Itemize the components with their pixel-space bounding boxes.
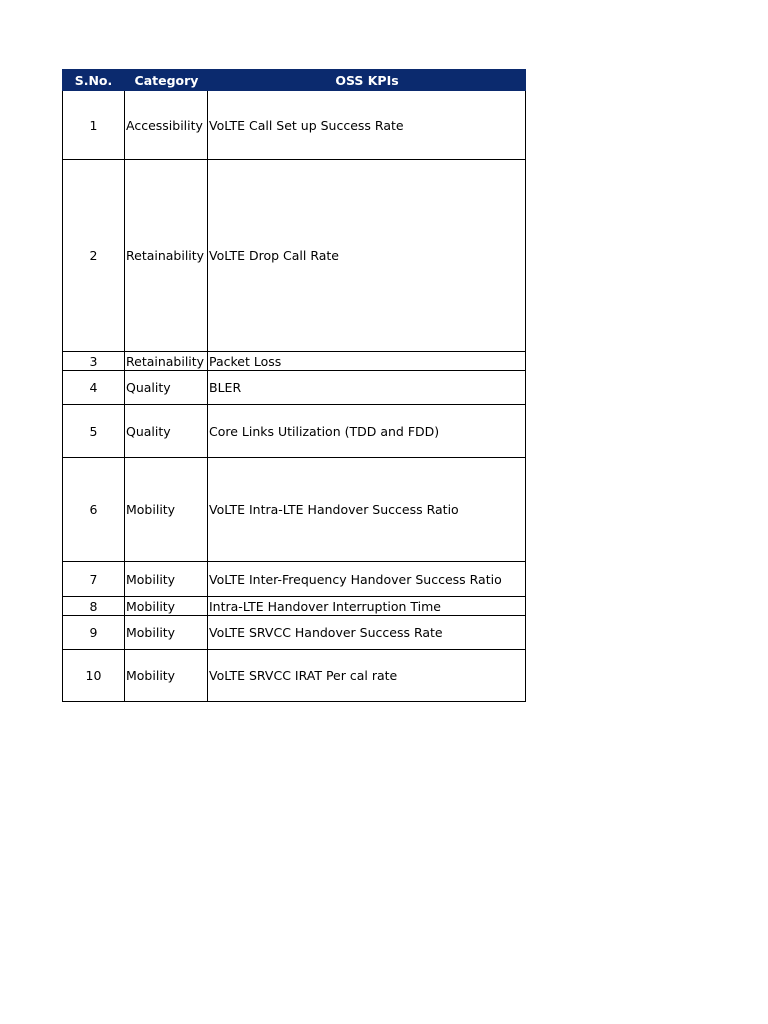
table-row: [63, 650, 526, 702]
table-row: [63, 405, 526, 458]
header-category: Category: [125, 70, 208, 91]
row-sno: 7: [63, 562, 125, 597]
row-category: Mobility: [125, 562, 208, 597]
row-category: Quality: [125, 371, 208, 405]
row-category: Retainability: [125, 160, 208, 352]
table-row: [63, 371, 526, 405]
row-category: Mobility: [125, 597, 208, 616]
row-sno: 9: [63, 616, 125, 650]
row-sno: 8: [63, 597, 125, 616]
row-category: Mobility: [125, 616, 208, 650]
row-category: Mobility: [125, 650, 208, 702]
row-kpi: Core Links Utilization (TDD and FDD): [208, 405, 526, 458]
kpi-table: [62, 69, 526, 702]
kpi-table-header: [63, 70, 526, 91]
table-row: [63, 562, 526, 597]
header-row: [63, 70, 526, 91]
table-row: [63, 597, 526, 616]
header-sno: S.No.: [63, 70, 125, 91]
row-kpi: VoLTE Drop Call Rate: [208, 160, 526, 352]
row-kpi: Packet Loss: [208, 352, 526, 371]
row-sno: 6: [63, 458, 125, 562]
row-sno: 1: [63, 91, 125, 160]
row-kpi: VoLTE SRVCC Handover Success Rate: [208, 616, 526, 650]
table-row: [63, 458, 526, 562]
header-kpi: OSS KPIs: [208, 70, 526, 91]
row-category: Retainability: [125, 352, 208, 371]
row-category: Mobility: [125, 458, 208, 562]
row-sno: 3: [63, 352, 125, 371]
table-row: [63, 160, 526, 352]
row-sno: 2: [63, 160, 125, 352]
row-sno: 10: [63, 650, 125, 702]
table-row: [63, 91, 526, 160]
row-kpi: VoLTE Inter-Frequency Handover Success Ratio: [208, 562, 526, 597]
row-kpi: VoLTE Call Set up Success Rate: [208, 91, 526, 160]
row-kpi: VoLTE Intra-LTE Handover Success Ratio: [208, 458, 526, 562]
row-sno: 5: [63, 405, 125, 458]
row-category: Accessibility: [125, 91, 208, 160]
kpi-table-body: [63, 91, 526, 702]
row-kpi: BLER: [208, 371, 526, 405]
table-row: [63, 616, 526, 650]
row-kpi: Intra-LTE Handover Interruption Time: [208, 597, 526, 616]
row-kpi: VoLTE SRVCC IRAT Per cal rate: [208, 650, 526, 702]
row-sno: 4: [63, 371, 125, 405]
row-category: Quality: [125, 405, 208, 458]
table-row: [63, 352, 526, 371]
